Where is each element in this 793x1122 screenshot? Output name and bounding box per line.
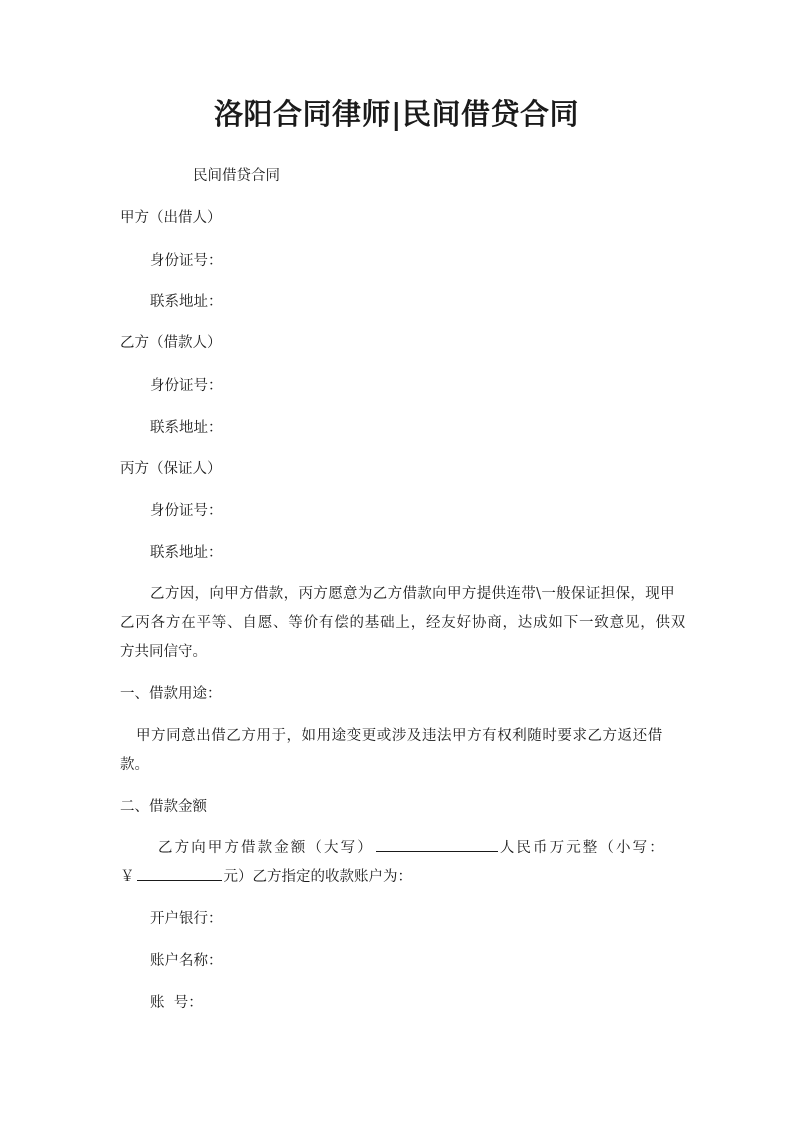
section-1-line-2: 款。 — [120, 757, 149, 773]
intro-line-3: 方共同信守。 — [120, 644, 207, 660]
amount-words-blank — [376, 839, 498, 852]
amount-line-2 — [120, 867, 412, 887]
party-b-address-label: 联系地址： — [150, 420, 223, 436]
contract-subtitle: 民间借贷合同 — [193, 168, 280, 184]
party-a-address-label: 联系地址： — [150, 294, 223, 310]
account-number-label: 账 号： — [150, 995, 203, 1011]
section-2-heading: 二、借款金额 — [120, 799, 207, 815]
party-b-heading: 乙方（借款人） — [120, 335, 222, 351]
amount-line-2-suffix: 元）乙方指定的收款账户为： — [223, 869, 412, 885]
amount-suffix: 人民币万元整（小写： — [499, 840, 666, 856]
section-1-heading: 一、借款用途： — [120, 686, 222, 702]
party-c-address-label: 联系地址： — [150, 545, 223, 561]
party-c-id-label: 身份证号： — [150, 503, 223, 519]
yen-symbol: ￥ — [120, 869, 135, 885]
intro-line-1: 乙方因，向甲方借款，丙方愿意为乙方借款向甲方提供连带\一般保证担保，现甲 — [150, 586, 675, 602]
document-title: 洛阳合同律师|民间借贷合同 — [213, 97, 580, 131]
amount-prefix: 乙方向甲方借款金额（大写） — [158, 840, 374, 856]
intro-line-2: 乙丙各方在平等、自愿、等价有偿的基础上，经友好协商，达成如下一致意见，供双 — [120, 615, 687, 631]
party-b-id-label: 身份证号： — [150, 378, 223, 394]
amount-line-1 — [158, 838, 666, 858]
bank-label: 开户银行： — [150, 911, 223, 927]
party-a-id-label: 身份证号： — [150, 253, 223, 269]
amount-number-blank — [137, 868, 222, 881]
party-c-heading: 丙方（保证人） — [120, 461, 222, 477]
party-a-heading: 甲方（出借人） — [120, 210, 222, 226]
account-name-label: 账户名称： — [150, 953, 223, 969]
section-1-line-1: 甲方同意出借乙方用于，如用途变更或涉及违法甲方有权利随时要求乙方返还借 — [136, 728, 663, 744]
